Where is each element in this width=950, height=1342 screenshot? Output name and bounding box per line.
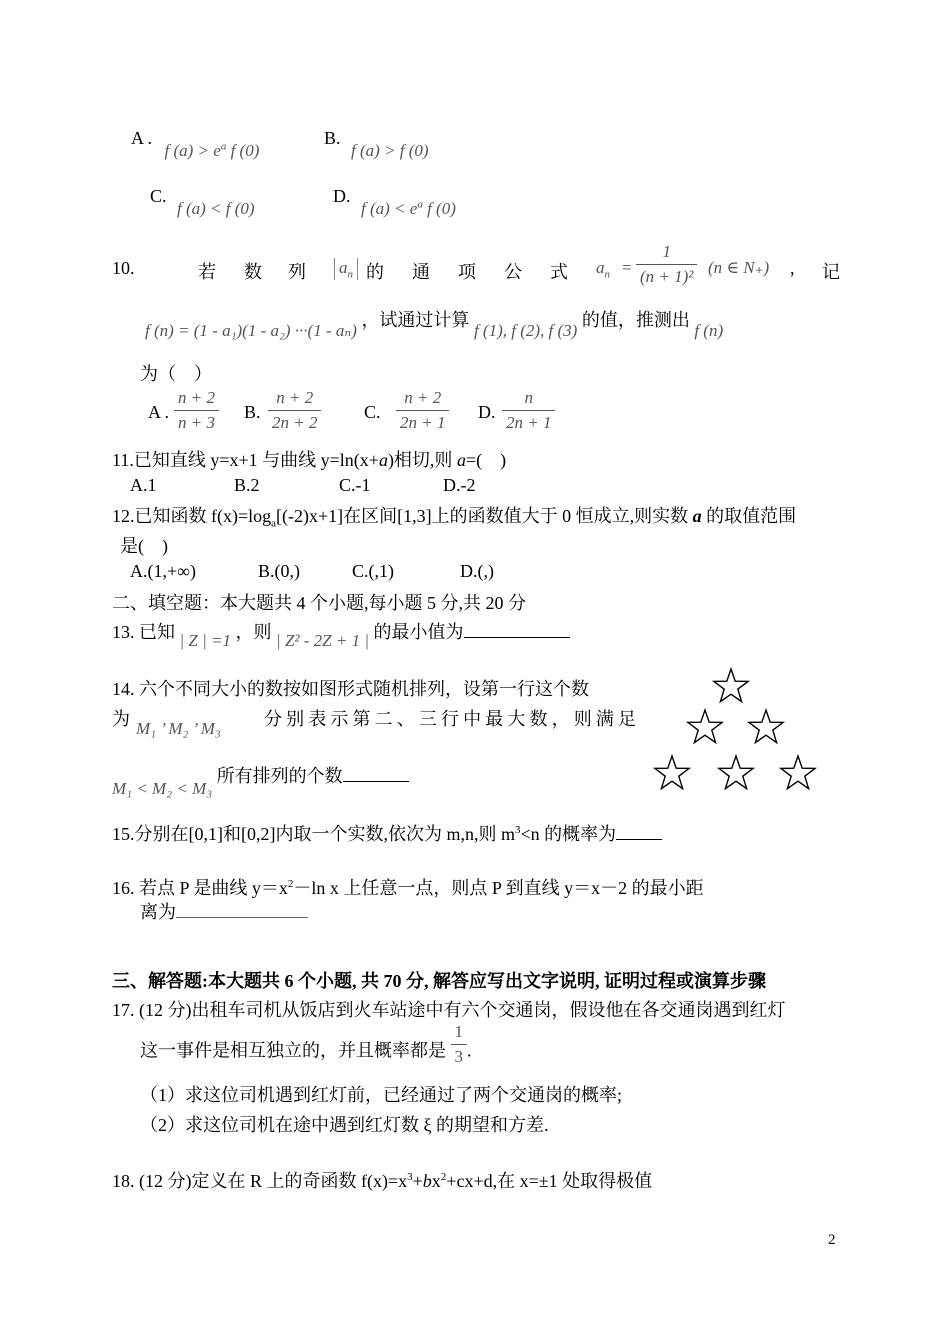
q16-line2: 离为: [140, 898, 308, 924]
q13-condition: | Z | =1: [179, 631, 232, 650]
q13-expression: | Z² - 2Z + 1 |: [276, 631, 370, 650]
q17-probability-fraction: $\frac{1}{3}$: [451, 1022, 468, 1067]
q12-stem: 12.已知函数 $f(x)=\log_a[(-2)x+1]$在区间[1,3]上的函数值大于 0 恒成立,则实数 a 的取值范围: [112, 506, 797, 530]
star-triangle-figure: [650, 664, 822, 798]
star-row3-2: [719, 756, 753, 789]
q11-options: A.1 B.2 C.-1 D.-2: [130, 475, 476, 495]
q17-subquestion-2: （2）求这位司机在途中遇到红灯数 ξ 的期望和方差.: [140, 1115, 549, 1135]
q10-line3: 为（ ）: [140, 364, 212, 384]
star-row1-1: [714, 669, 748, 702]
q9-option-a: A . f $(a) > e^a$ f (0): [131, 128, 260, 160]
q9-option-c-expr: f (a) < f (0): [177, 199, 255, 218]
q14-line3: M₁ < M₂ < M₃ 所有排列的个数: [112, 762, 409, 788]
q9-option-b-expr: f (a) > f (0): [351, 141, 429, 160]
q10-fn-definition: f (n) = (1 - a₁)(1 - a₂) ···(1 - aₙ): [145, 321, 357, 340]
q10-line2: f (n) = (1 - a₁)(1 - a₂) ···(1 - aₙ) ，试通过计算 f (1), f (2), f (3) 的值，推测出 f (n): [145, 310, 724, 340]
q10-an-lhs: $a_n$: [596, 258, 610, 281]
q14-line1: 14. 六个不同大小的数按如图形式随机排列，设第一行这个数: [112, 679, 589, 699]
q17-line1: 17. (12 分)出租车司机从饭店到火车站途中有六个交通岗，假设他在各交通岗遇到红灯: [112, 1000, 786, 1020]
q10-line1: 10. 若 数 列 $a_n$ 的 通 项 公 式 $a_n$ = $\frac{1}{\text{(n + 1)²}}$ (n ∈ N₊) , 记: [112, 242, 840, 286]
q10-sequence: $a_n$: [334, 258, 358, 280]
q10-option-c-frac: $\frac{n + 2}{2n + 1}$: [396, 388, 449, 433]
q15-stem: 15.分别在[0,1]和[0,2]内取一个实数,依次为 m,n,则 $m^3<n$ 的概率为: [112, 820, 662, 846]
section-2-heading: 二、填空题：本大题共 4 个小题,每小题 5 分,共 20 分: [112, 593, 526, 613]
star-row3-1: [655, 756, 689, 789]
q10-options: A . $\frac{n + 2}{n + 3}$ B. $\frac{n + 2}{2n + 2}$ C. $\frac{n + 2}{2n + 1}$ D. $\frac{n}{2n + 1}$: [148, 388, 568, 440]
q14-answer-blank[interactable]: [343, 763, 409, 782]
q10-option-d-frac: $\frac{n}{2n + 1}$: [502, 388, 555, 433]
star-row2-1: [688, 710, 722, 743]
star-row2-2: [749, 710, 783, 743]
q12-stem-line2: 是( ): [120, 536, 168, 556]
q17-subquestion-1: （1）求这位司机遇到红灯前，已经通过了两个交通岗的概率;: [140, 1085, 622, 1105]
q9-option-b: B. f (a) > f (0): [324, 128, 429, 160]
q11-stem: 11.已知直线 y=x+1 与曲线 y=ln(x+a)相切,则 a=( ): [112, 450, 507, 470]
q9-option-d: D. f $(a) < e^a$ f (0): [333, 186, 456, 218]
q14-line2-words: 分 别 表 示 第 二 、 三 行 中 最 大 数 ， 则 满 足: [264, 709, 636, 729]
q10-option-a-frac: $\frac{n + 2}{n + 3}$: [174, 388, 219, 433]
q10-number: 10.: [112, 258, 135, 278]
q12-options: A.(1,+∞) B.(0,) C.(,1) D.(,): [130, 561, 494, 581]
q13-stem: 13. 已知 | Z | =1 ，则 | Z² - 2Z + 1 | 的最小值为: [112, 618, 570, 644]
q10-an-condition: (n ∈ N₊): [708, 258, 770, 277]
q9-option-c: C. f (a) < f (0): [150, 186, 255, 218]
q16-answer-blank[interactable]: [176, 901, 308, 918]
q14-line2: 为 M₁ ’ M₂ ’ M₃ 分 别 表 示 第 二 、 三 行 中 最 大 数 ， 则 满 足: [112, 705, 636, 745]
q15-answer-blank[interactable]: [616, 821, 662, 840]
q10-option-b-frac: $\frac{n + 2}{2n + 2}$: [268, 388, 321, 433]
q17-line2: 这一事件是相互独立的，并且概率都是 $\frac{1}{3}$ .: [140, 1022, 472, 1066]
q14-inequality: M₁ < M₂ < M₃: [112, 779, 213, 798]
section-3-heading: 三、解答题:本大题共 6 个小题, 共 70 分, 解答应写出文字说明, 证明过程或演算步骤: [112, 971, 766, 991]
star-row3-3: [781, 756, 815, 789]
q9-option-a-expr: f $(a) > e^a$ f (0): [164, 140, 260, 160]
page-number: 2: [828, 1232, 836, 1248]
q16-stem: 16. 若点 P 是曲线 $y=x^2-\ln$ x 上任意一点，则点 P 到直线 y＝x－2 的最小距: [112, 878, 704, 898]
q18-stem: 18. (12 分)定义在 R 上的奇函数 $f(x)=x^3+bx^2+cx+d$,在 x=±1 处取得极值: [112, 1171, 653, 1191]
q10-an-fraction: $\frac{1}{\text{(n + 1)²}}$: [636, 242, 697, 287]
q14-variables: M₁ ’ M₂ ’ M₃: [136, 719, 221, 738]
q13-answer-blank[interactable]: [464, 619, 570, 638]
q9-option-d-expr: f $(a) < e^a$ f (0): [361, 198, 456, 218]
